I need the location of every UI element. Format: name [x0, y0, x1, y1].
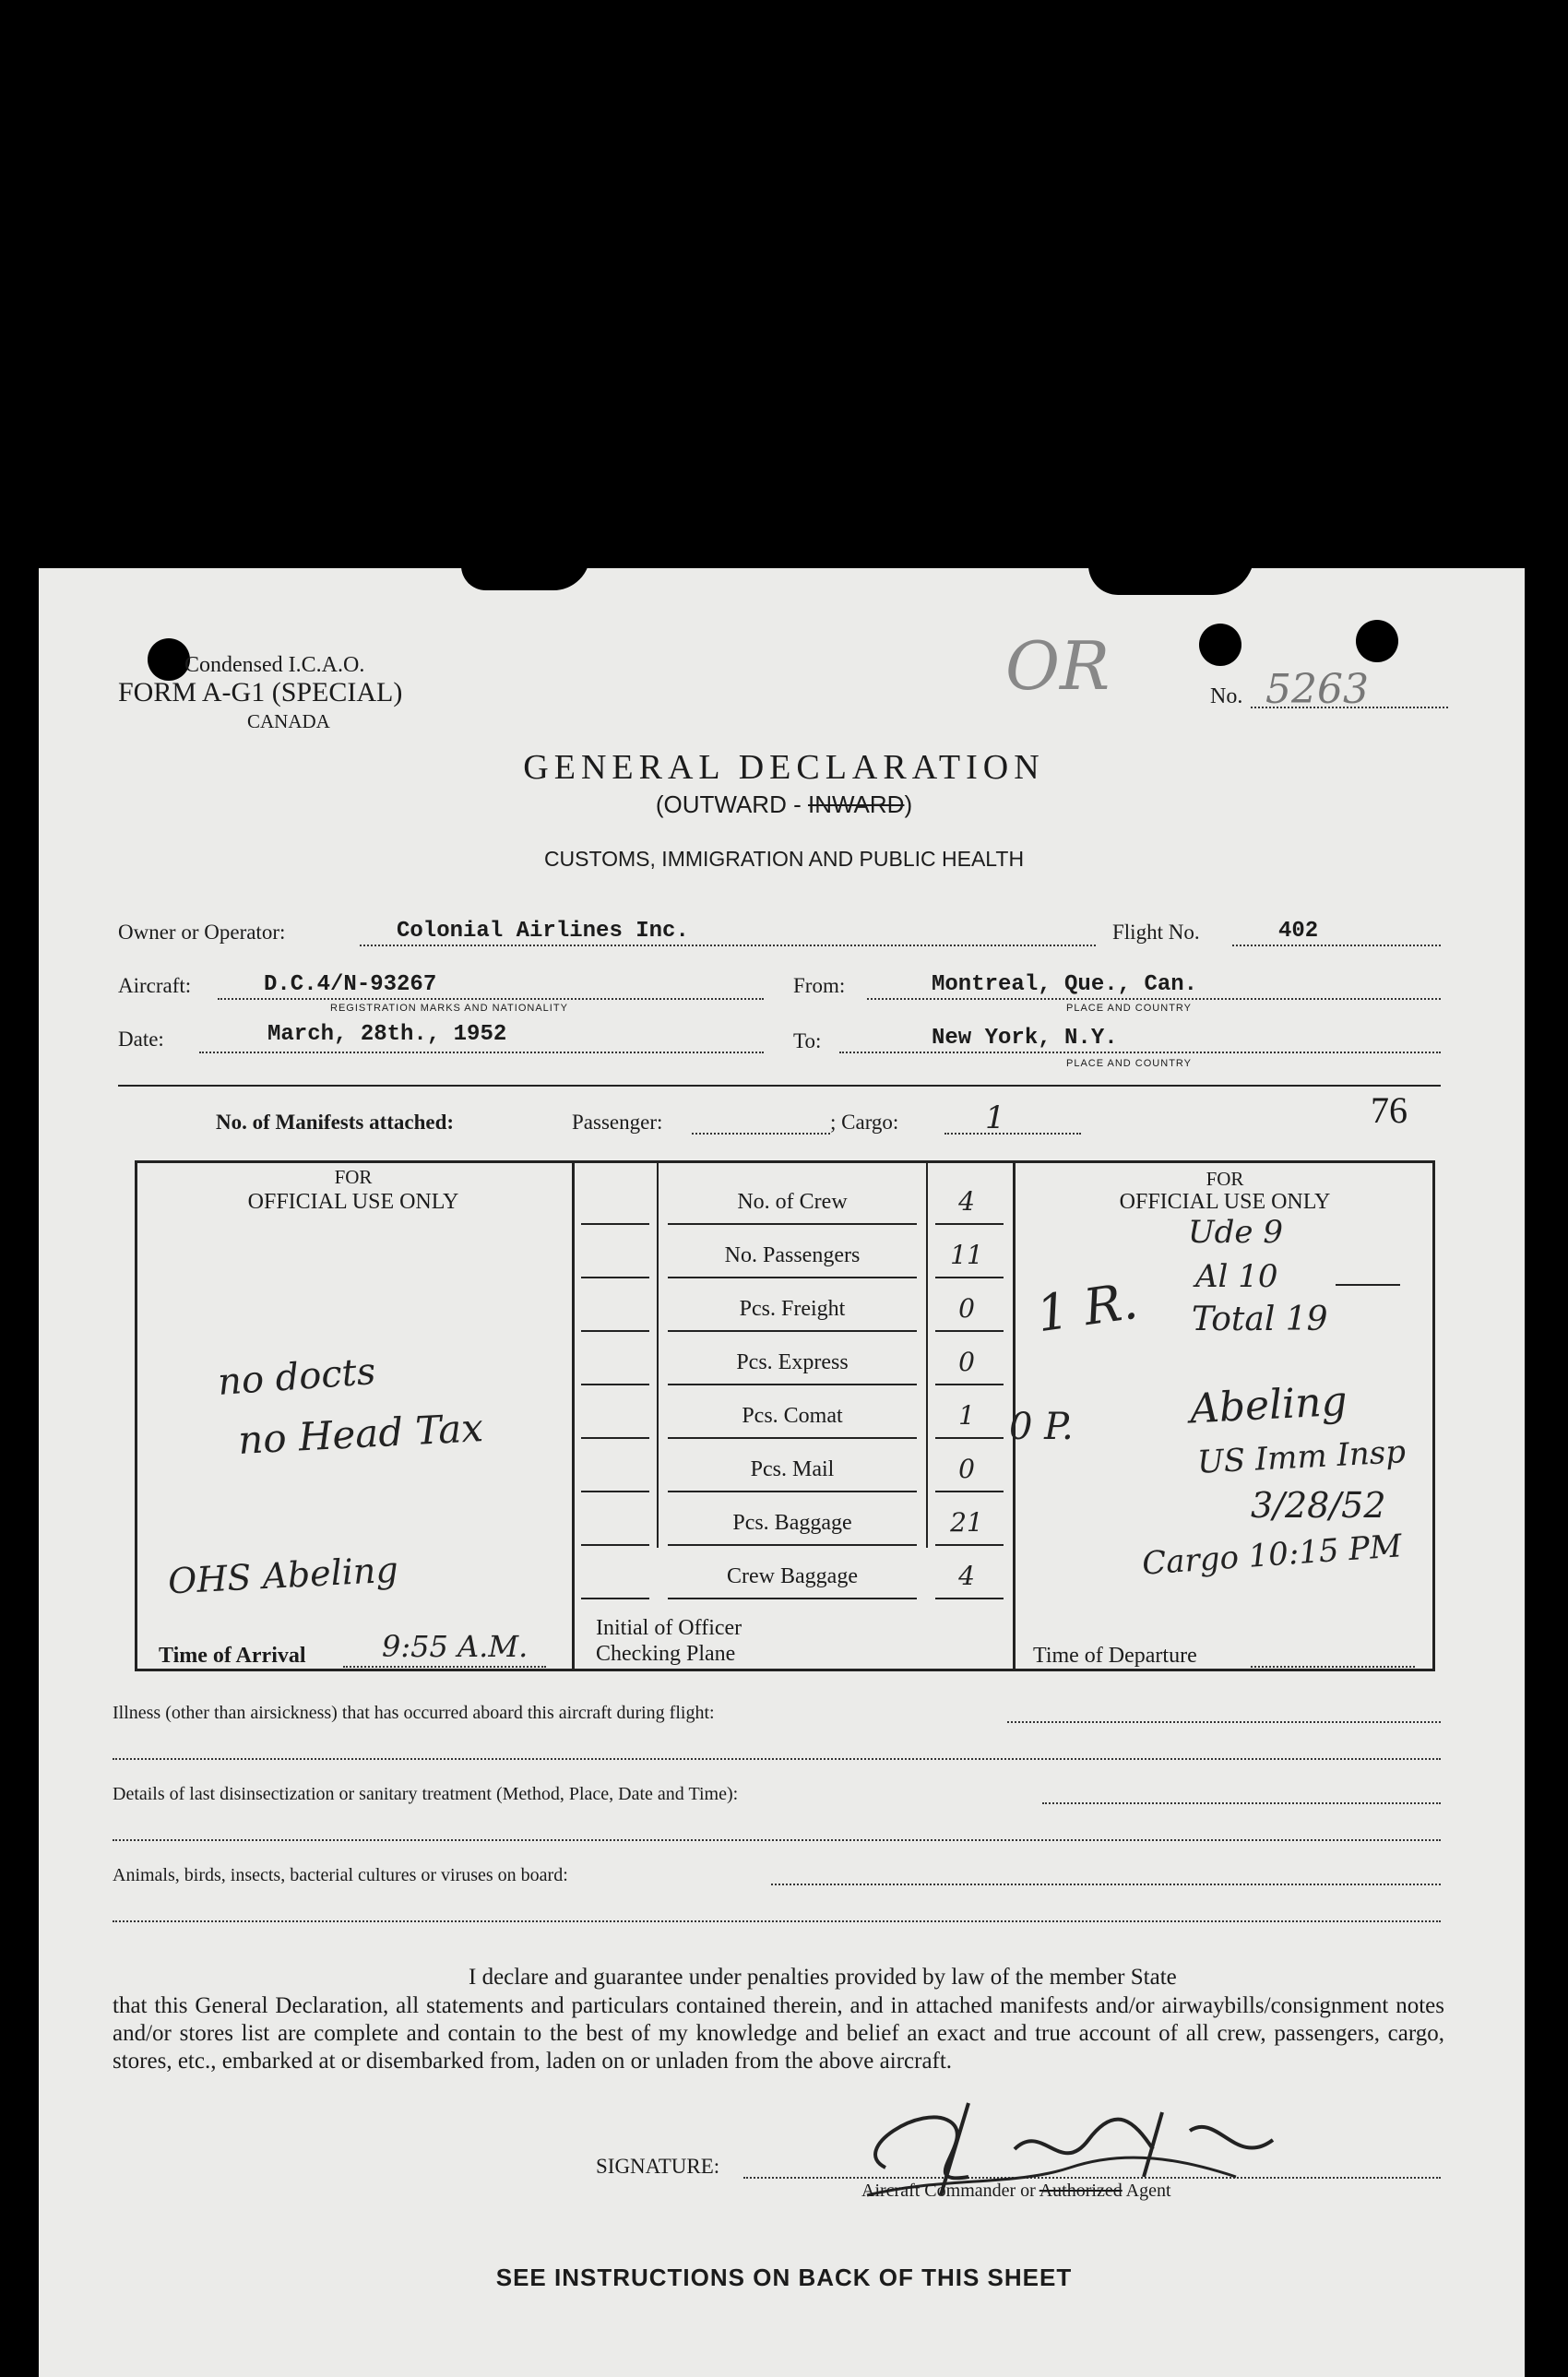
right-note: 0 P.	[1009, 1406, 1074, 1448]
right-note: 1 R.	[1033, 1271, 1142, 1344]
owner-label: Owner or Operator:	[118, 921, 286, 944]
table-row-rule	[935, 1491, 1004, 1492]
punch-hole	[1356, 620, 1398, 662]
left-header-for: FOR	[334, 1166, 373, 1188]
table-row-label: No. of Crew	[737, 1190, 848, 1214]
table-row-value: 1	[958, 1400, 975, 1431]
table-row-rule	[935, 1384, 1004, 1385]
table-row-rule	[581, 1277, 649, 1278]
table-row-rule	[935, 1598, 1004, 1599]
table-row-value: 0	[958, 1293, 975, 1324]
left-note: OHS Abeling	[167, 1549, 399, 1602]
animals-label: Animals, birds, insects, bacterial cultures or viruses on board:	[113, 1865, 568, 1885]
table-row-rule	[668, 1223, 917, 1225]
time-arrival-value: 9:55 A.M.	[382, 1629, 529, 1664]
from-line	[867, 998, 1441, 1000]
direction-close: )	[904, 790, 913, 818]
from-label: From:	[793, 974, 846, 997]
handwritten-or: OR	[1005, 627, 1111, 705]
right-header-for: FOR	[1206, 1168, 1244, 1190]
form-number-line	[1251, 707, 1448, 708]
from-value: Montreal, Que., Can.	[932, 972, 1198, 997]
right-note: US Imm Insp	[1196, 1433, 1407, 1481]
guarantee-paragraph: that this General Declaration, all statements and particulars contained therein, and in attached manifests and/or airwaybills/consignment notes and/or stores list are complete and contain to the best of my knowledge and belief an exact and true account of all crew, passengers, cargo, stores, etc., embarked at or disembarked from, laden on or unladen from the above aircraft.	[113, 1993, 1444, 2074]
date-label: Date:	[118, 1028, 164, 1051]
manifests-passenger-line	[692, 1133, 830, 1135]
form-number: 5263	[1265, 666, 1369, 713]
flight-label: Flight No.	[1112, 921, 1200, 944]
table-row-rule	[668, 1491, 917, 1492]
divider-line	[118, 1085, 1441, 1087]
animals-line-2	[113, 1920, 1441, 1922]
initial-officer-label: Initial of Officer	[596, 1616, 742, 1640]
table-row-rule	[668, 1437, 917, 1439]
caption-struck: Authorized	[1039, 2181, 1123, 2201]
aircraft-caption: REGISTRATION MARKS AND NATIONALITY	[330, 1003, 568, 1014]
manifests-cargo-line	[944, 1133, 1081, 1135]
flight-line	[1232, 945, 1441, 946]
left-header: OFFICIAL USE ONLY	[247, 1190, 459, 1214]
table-row-rule	[581, 1491, 649, 1492]
table-divider	[572, 1160, 575, 1671]
right-note: Cargo 10:15 PM	[1140, 1527, 1404, 1583]
caption-agent: Agent	[1125, 2181, 1171, 2201]
page-subtitle: CUSTOMS, IMMIGRATION AND PUBLIC HEALTH	[543, 847, 1025, 871]
owner-value: Colonial Airlines Inc.	[397, 919, 689, 944]
manifests-label: No. of Manifests attached:	[216, 1111, 455, 1134]
table-row-rule	[581, 1223, 649, 1225]
time-departure-line	[1251, 1666, 1415, 1668]
to-value: New York, N.Y.	[932, 1026, 1118, 1051]
torn-edge	[461, 553, 590, 590]
date-value: March, 28th., 1952	[267, 1022, 507, 1047]
form-id: FORM A-G1 (SPECIAL)	[118, 677, 403, 707]
table-row-label: Pcs. Comat	[742, 1404, 843, 1428]
table-row-rule	[581, 1544, 649, 1546]
table-row-rule	[668, 1277, 917, 1278]
table-row-value: 0	[958, 1454, 975, 1484]
direction-line	[0, 790, 1568, 819]
table-row-rule	[935, 1277, 1004, 1278]
table-row-label: Pcs. Freight	[739, 1297, 846, 1321]
owner-line	[360, 945, 1096, 946]
table-row-label: Pcs. Baggage	[732, 1511, 852, 1535]
aircraft-line	[218, 998, 764, 1000]
punch-hole	[1199, 624, 1241, 666]
table-row-rule	[581, 1437, 649, 1439]
right-note: Abeling	[1188, 1377, 1348, 1433]
illness-label: Illness (other than airsickness) that has occurred aboard this aircraft during flight:	[113, 1703, 715, 1723]
table-row-label: Pcs. Mail	[750, 1457, 835, 1481]
table-row-rule	[935, 1437, 1004, 1439]
disinsect-line-2	[113, 1839, 1441, 1841]
right-note: 3/28/52	[1251, 1485, 1386, 1526]
footer-instructions: SEE INSTRUCTIONS ON BACK OF THIS SHEET	[495, 2264, 1073, 2291]
table-row-rule	[581, 1598, 649, 1599]
date-line	[199, 1052, 764, 1053]
table-row-rule	[668, 1330, 917, 1332]
right-header: OFFICIAL USE ONLY	[1119, 1190, 1331, 1214]
time-arrival-line	[343, 1666, 546, 1668]
table-row-rule	[935, 1544, 1004, 1546]
right-note: Ude 9	[1188, 1214, 1283, 1251]
signature-caption	[861, 2181, 1171, 2202]
manifests-cargo-label: ; Cargo:	[830, 1111, 899, 1134]
signature-label: SIGNATURE:	[596, 2155, 720, 2178]
to-label: To:	[793, 1029, 822, 1052]
flight-value: 402	[1278, 919, 1319, 944]
table-row-value: 11	[950, 1240, 983, 1270]
left-note: no Head Tax	[236, 1405, 485, 1463]
table-row-rule	[668, 1544, 917, 1546]
table-row-label: No. Passengers	[724, 1243, 861, 1267]
side-number: 76	[1371, 1089, 1408, 1131]
left-note: no docts	[216, 1350, 377, 1404]
time-departure-label: Time of Departure	[1033, 1644, 1197, 1668]
time-arrival-label: Time of Arrival	[159, 1644, 306, 1668]
disinsect-label: Details of last disinsectization or sanitary treatment (Method, Place, Date and Time):	[113, 1784, 739, 1804]
table-row-label: Pcs. Express	[736, 1350, 849, 1374]
direction-inward: INWARD	[807, 790, 905, 818]
table-row-rule	[668, 1384, 917, 1385]
animals-line	[771, 1884, 1441, 1885]
to-caption: PLACE AND COUNTRY	[1066, 1058, 1192, 1069]
manifests-cargo-value: 1	[985, 1099, 1005, 1136]
form-condensed: Condensed I.C.A.O.	[184, 653, 365, 677]
table-row-rule	[668, 1598, 917, 1599]
page-title: GENERAL DECLARATION	[523, 748, 1045, 787]
from-caption: PLACE AND COUNTRY	[1066, 1003, 1192, 1014]
checking-plane-label: Checking Plane	[596, 1642, 736, 1666]
handwritten-underline	[1336, 1284, 1400, 1286]
direction-outward: (OUTWARD -	[655, 790, 802, 818]
form-country: CANADA	[247, 710, 330, 732]
table-row-value: 4	[958, 1186, 975, 1217]
disinsect-line	[1042, 1802, 1441, 1804]
table-row-value: 0	[958, 1347, 975, 1377]
table-row-rule	[935, 1223, 1004, 1225]
table-row-value: 21	[950, 1507, 983, 1538]
table-row-rule	[935, 1330, 1004, 1332]
right-note: Al 10	[1195, 1258, 1278, 1295]
form-number-label: No.	[1210, 684, 1243, 708]
table-divider	[926, 1160, 928, 1548]
table-row-value: 4	[958, 1561, 975, 1591]
torn-edge	[1088, 553, 1254, 595]
illness-line-2	[113, 1758, 1441, 1760]
aircraft-value: D.C.4/N-93267	[264, 972, 437, 997]
aircraft-label: Aircraft:	[118, 974, 192, 997]
guarantee-line-1: I declare and guarantee under penalties provided by law of the member State	[469, 1965, 1177, 1990]
table-row-label: Crew Baggage	[727, 1564, 858, 1588]
manifests-passenger-label: Passenger:	[572, 1111, 663, 1134]
right-note: Total 19	[1192, 1301, 1328, 1338]
to-line	[839, 1052, 1441, 1053]
caption-commander: Aircraft Commander or	[861, 2181, 1036, 2201]
illness-line	[1007, 1721, 1441, 1723]
table-row-rule	[581, 1384, 649, 1385]
table-row-rule	[581, 1330, 649, 1332]
table-divider	[657, 1160, 659, 1548]
